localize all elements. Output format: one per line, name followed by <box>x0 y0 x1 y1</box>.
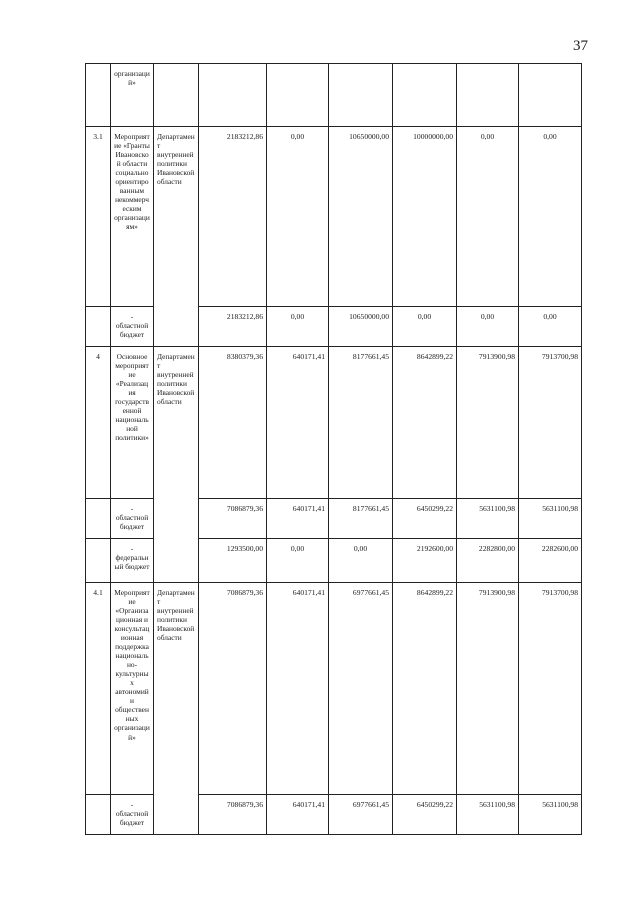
value-cell: 6977661,45 <box>329 795 393 835</box>
value-cell: 0,00 <box>519 307 582 347</box>
value-cell <box>393 64 457 127</box>
value-cell: 8177661,45 <box>329 347 393 499</box>
value-cell: 8642899,22 <box>393 347 457 499</box>
value-cell: 640171,41 <box>267 347 329 499</box>
index-cell <box>86 64 111 127</box>
value-cell: 0,00 <box>393 307 457 347</box>
value-cell: 640171,41 <box>267 583 329 795</box>
page-number: 37 <box>573 38 588 54</box>
value-cell: 8380379,36 <box>199 347 267 499</box>
value-cell <box>457 64 519 127</box>
value-cell: 5631100,98 <box>519 795 582 835</box>
value-cell: 0,00 <box>267 307 329 347</box>
value-cell: 0,00 <box>519 127 582 307</box>
table-row <box>86 64 582 127</box>
value-cell: 7086879,36 <box>199 795 267 835</box>
table-row <box>86 347 582 499</box>
value-cell: 2282800,00 <box>457 539 519 583</box>
value-cell: 5631100,98 <box>519 499 582 539</box>
value-cell: 0,00 <box>267 539 329 583</box>
value-cell: 0,00 <box>457 127 519 307</box>
value-cell: 5631100,98 <box>457 499 519 539</box>
value-cell <box>519 64 582 127</box>
value-cell <box>199 64 267 127</box>
name-cell: - областной бюджет <box>111 307 154 347</box>
value-cell <box>267 64 329 127</box>
index-cell: 4.1 <box>86 583 111 795</box>
department-cell: Департамент внутренней политики Ивановской области <box>154 583 199 835</box>
value-cell: 2183212,86 <box>199 127 267 307</box>
value-cell: 0,00 <box>267 127 329 307</box>
value-cell: 7086879,36 <box>199 583 267 795</box>
index-cell <box>86 539 111 583</box>
value-cell: 2183212,86 <box>199 307 267 347</box>
value-cell: 6977661,45 <box>329 583 393 795</box>
value-cell <box>329 64 393 127</box>
value-cell: 8177661,45 <box>329 499 393 539</box>
name-cell: Основное мероприятие «Реализация государственной национальной политики» <box>111 347 154 499</box>
table-row <box>86 127 582 307</box>
value-cell: 2282600,00 <box>519 539 582 583</box>
value-cell: 7086879,36 <box>199 499 267 539</box>
value-cell: 5631100,98 <box>457 795 519 835</box>
index-cell: 3.1 <box>86 127 111 307</box>
value-cell: 6450299,22 <box>393 795 457 835</box>
name-cell: - областной бюджет <box>111 499 154 539</box>
budget-table <box>85 63 582 835</box>
value-cell: 0,00 <box>329 539 393 583</box>
value-cell: 0,00 <box>457 307 519 347</box>
value-cell: 640171,41 <box>267 499 329 539</box>
name-cell: Мероприятие «Организационная и консультационная поддержка национально-культурных автономий и общественных организаций» <box>111 583 154 795</box>
value-cell: 7913900,98 <box>457 583 519 795</box>
index-cell <box>86 499 111 539</box>
value-cell: 1293500,00 <box>199 539 267 583</box>
value-cell: 8642899,22 <box>393 583 457 795</box>
name-cell: Мероприятие «Гранты Ивановской области социально ориентированным некоммерческим организациям» <box>111 127 154 307</box>
department-cell: Департамент внутренней политики Ивановской области <box>154 127 199 347</box>
index-cell <box>86 795 111 835</box>
value-cell: 7913900,98 <box>457 347 519 499</box>
index-cell <box>86 307 111 347</box>
value-cell: 10650000,00 <box>329 307 393 347</box>
value-cell: 6450299,22 <box>393 499 457 539</box>
name-cell: организаций» <box>111 64 154 127</box>
value-cell: 640171,41 <box>267 795 329 835</box>
index-cell: 4 <box>86 347 111 499</box>
name-cell: - областной бюджет <box>111 795 154 835</box>
value-cell: 10650000,00 <box>329 127 393 307</box>
department-cell: Департамент внутренней политики Ивановской области <box>154 347 199 583</box>
value-cell: 7913700,98 <box>519 583 582 795</box>
department-cell <box>154 64 199 127</box>
value-cell: 7913700,98 <box>519 347 582 499</box>
value-cell: 2192600,00 <box>393 539 457 583</box>
table-row <box>86 583 582 795</box>
name-cell: - федеральный бюджет <box>111 539 154 583</box>
value-cell: 10000000,00 <box>393 127 457 307</box>
